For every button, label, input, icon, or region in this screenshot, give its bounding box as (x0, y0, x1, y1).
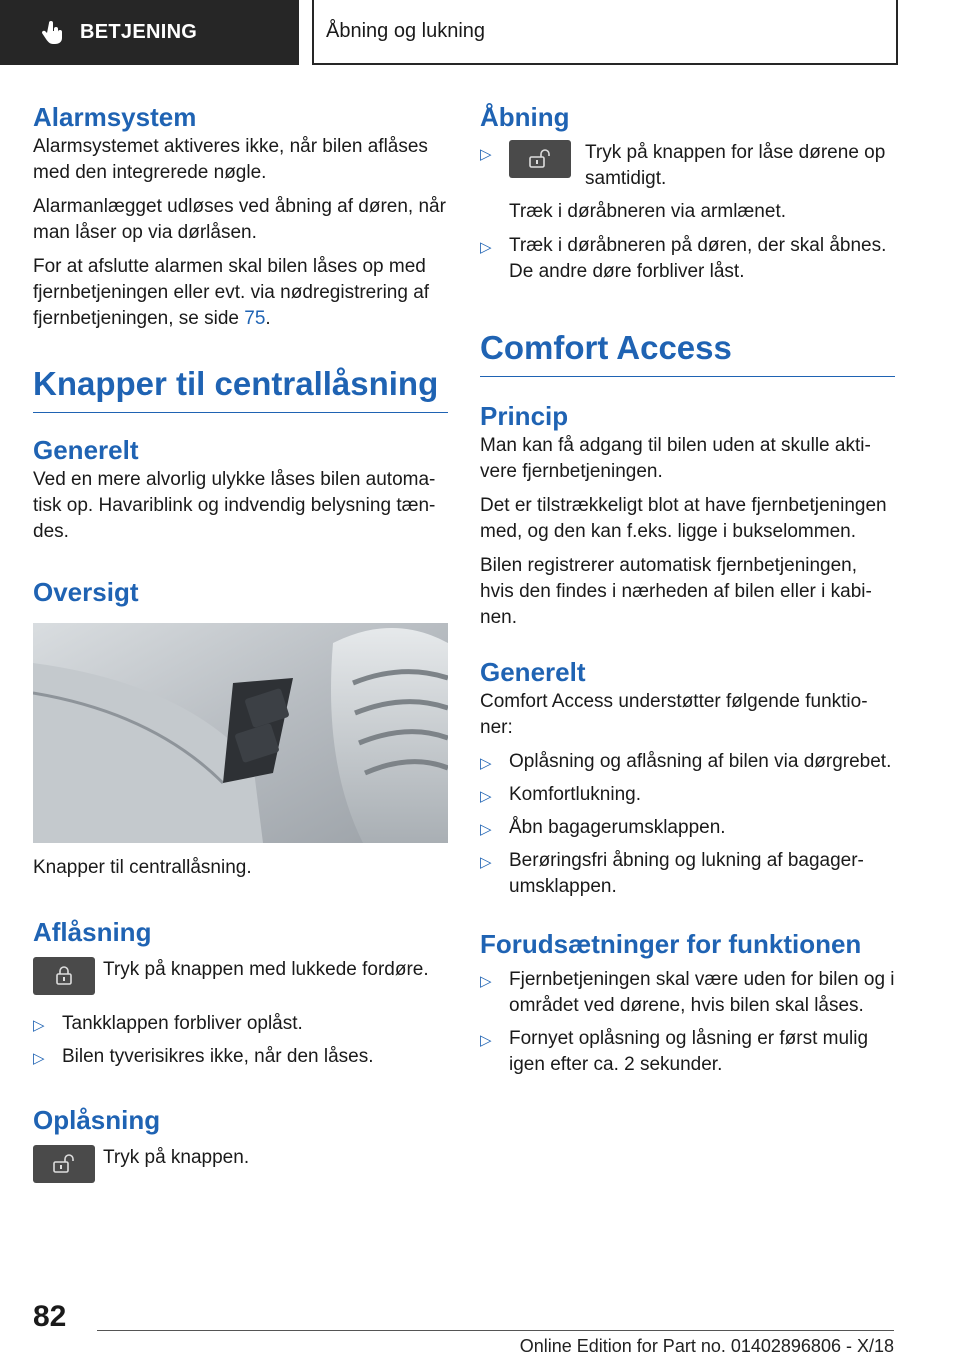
alarm-paragraph-2: Alarmanlægget udløses ved åbning af døren, når man låser op via dørlåsen. (33, 196, 446, 243)
aabning-heading: Åbning (480, 102, 570, 132)
generelt-paragraph-right: Comfort Access understøtter følgende funktio-ner: (480, 691, 868, 738)
list-item: ▷ Berøringsfri åbning og lukning af bagager-umsklappen. (480, 850, 864, 897)
triangle-right-icon: ▷ (480, 755, 492, 772)
princip-heading: Princip (480, 401, 569, 431)
lock-open-icon (51, 1153, 77, 1175)
triangle-right-icon: ▷ (33, 1050, 45, 1067)
alarm-paragraph-3: For at afslutte alarmen skal bilen låses op med fjernbetjeningen eller evt. via nødregistrering af fjernbetjeningen, se side 75. (33, 256, 430, 329)
photo-caption: Knapper til centrallåsning. (33, 857, 252, 878)
page-number: 82 (33, 1300, 67, 1333)
list-item: ▷ Åbn bagagerumsklappen. (480, 815, 895, 841)
generelt-heading-right: Generelt (480, 657, 586, 687)
forudsaetninger-heading: Forudsætninger for funktionen (480, 929, 862, 959)
chapter-box (312, 0, 898, 65)
generelt-heading: Generelt (33, 435, 139, 465)
page-reference-link[interactable]: 75 (244, 308, 266, 329)
list-item: ▷ Tankklappen forbliver oplåst. (33, 1011, 448, 1037)
footer-divider (97, 1330, 894, 1331)
hand-pointer-icon (40, 20, 66, 46)
triangle-right-icon: ▷ (33, 1017, 45, 1034)
aflaasning-heading: Aflåsning (33, 917, 152, 947)
lock-key-text: Tryk på knappen med lukkede fordøre. (103, 959, 429, 980)
alarm-heading: Alarmsystem (33, 102, 197, 132)
triangle-right-icon: ▷ (480, 1032, 492, 1049)
list-item: ▷ Tryk på knappen for låse dørene op samtidigt. (480, 142, 886, 189)
triangle-right-icon: ▷ (480, 788, 492, 805)
alarm-paragraph-1: Alarmsystemet aktiveres ikke, når bilen aflåses med den integrerede nøgle. (33, 136, 428, 183)
left-column (33, 100, 448, 1193)
princip-paragraph-2: Det er tilstrækkeligt blot at have fjernbetjeningen med, og den kan f.eks. ligge i bukselommen. (480, 495, 887, 542)
princip-paragraph-3: Bilen registrerer automatisk fjernbetjeningen, hvis den findes i nærheden af bilen eller i kabi-nen. (480, 555, 872, 628)
section-tab (0, 0, 299, 65)
right-column (480, 100, 895, 1085)
aabning-sub-paragraph: Træk i døråbneren via armlænet. (509, 201, 787, 222)
list-item: ▷ Bilen tyverisikres ikke, når den låses. (33, 1044, 448, 1070)
list-item: ▷ Træk i døråbneren på døren, der skal åbnes. De andre døre forbliver låst. (480, 235, 887, 282)
unlock-button (509, 140, 571, 178)
edition-text: Online Edition for Part no. 01402896806 - X/18 (519, 1336, 894, 1356)
comfort-access-heading: Comfort Access (480, 326, 895, 377)
oplaasning-heading: Oplåsning (33, 1105, 161, 1135)
list-item: ▷ Oplåsning og aflåsning af bilen via dørgrebet. (480, 749, 895, 775)
unlock-key-row (33, 1145, 448, 1183)
lock-closed-icon (53, 965, 75, 987)
lock-key-row (33, 957, 448, 995)
unlock-button (33, 1145, 95, 1183)
lock-button (33, 957, 95, 995)
list-item: ▷ Fjernbetjeningen skal være uden for bilen og i området ved dørene, hvis bilen skal låses. (480, 969, 895, 1016)
list-item: ▷ Komfortlukning. (480, 782, 895, 808)
unlock-key-text: Tryk på knappen. (103, 1147, 250, 1168)
lock-open-icon (527, 148, 553, 170)
section-title: BETJENING (80, 21, 198, 43)
triangle-right-icon: ▷ (480, 146, 492, 163)
chapter-title: Åbning og lukning (326, 20, 486, 42)
oversigt-heading: Oversigt (33, 577, 139, 607)
door-panel-photo (33, 623, 448, 843)
central-locking-heading: Knapper til centrallåsning (33, 362, 448, 413)
princip-paragraph-1: Man kan få adgang til bilen uden at skulle akti-vere fjernbetjeningen. (480, 435, 871, 482)
list-item: ▷ Fornyet oplåsning og låsning er først mulig igen efter ca. 2 sekunder. (480, 1028, 869, 1075)
generelt-paragraph: Ved en mere alvorlig ulykke låses bilen automa-tisk op. Havariblink og indvendig belysning tæn-des. (33, 469, 436, 542)
triangle-right-icon: ▷ (480, 239, 492, 256)
triangle-right-icon: ▷ (480, 821, 492, 838)
triangle-right-icon: ▷ (480, 854, 492, 871)
triangle-right-icon: ▷ (480, 973, 492, 990)
